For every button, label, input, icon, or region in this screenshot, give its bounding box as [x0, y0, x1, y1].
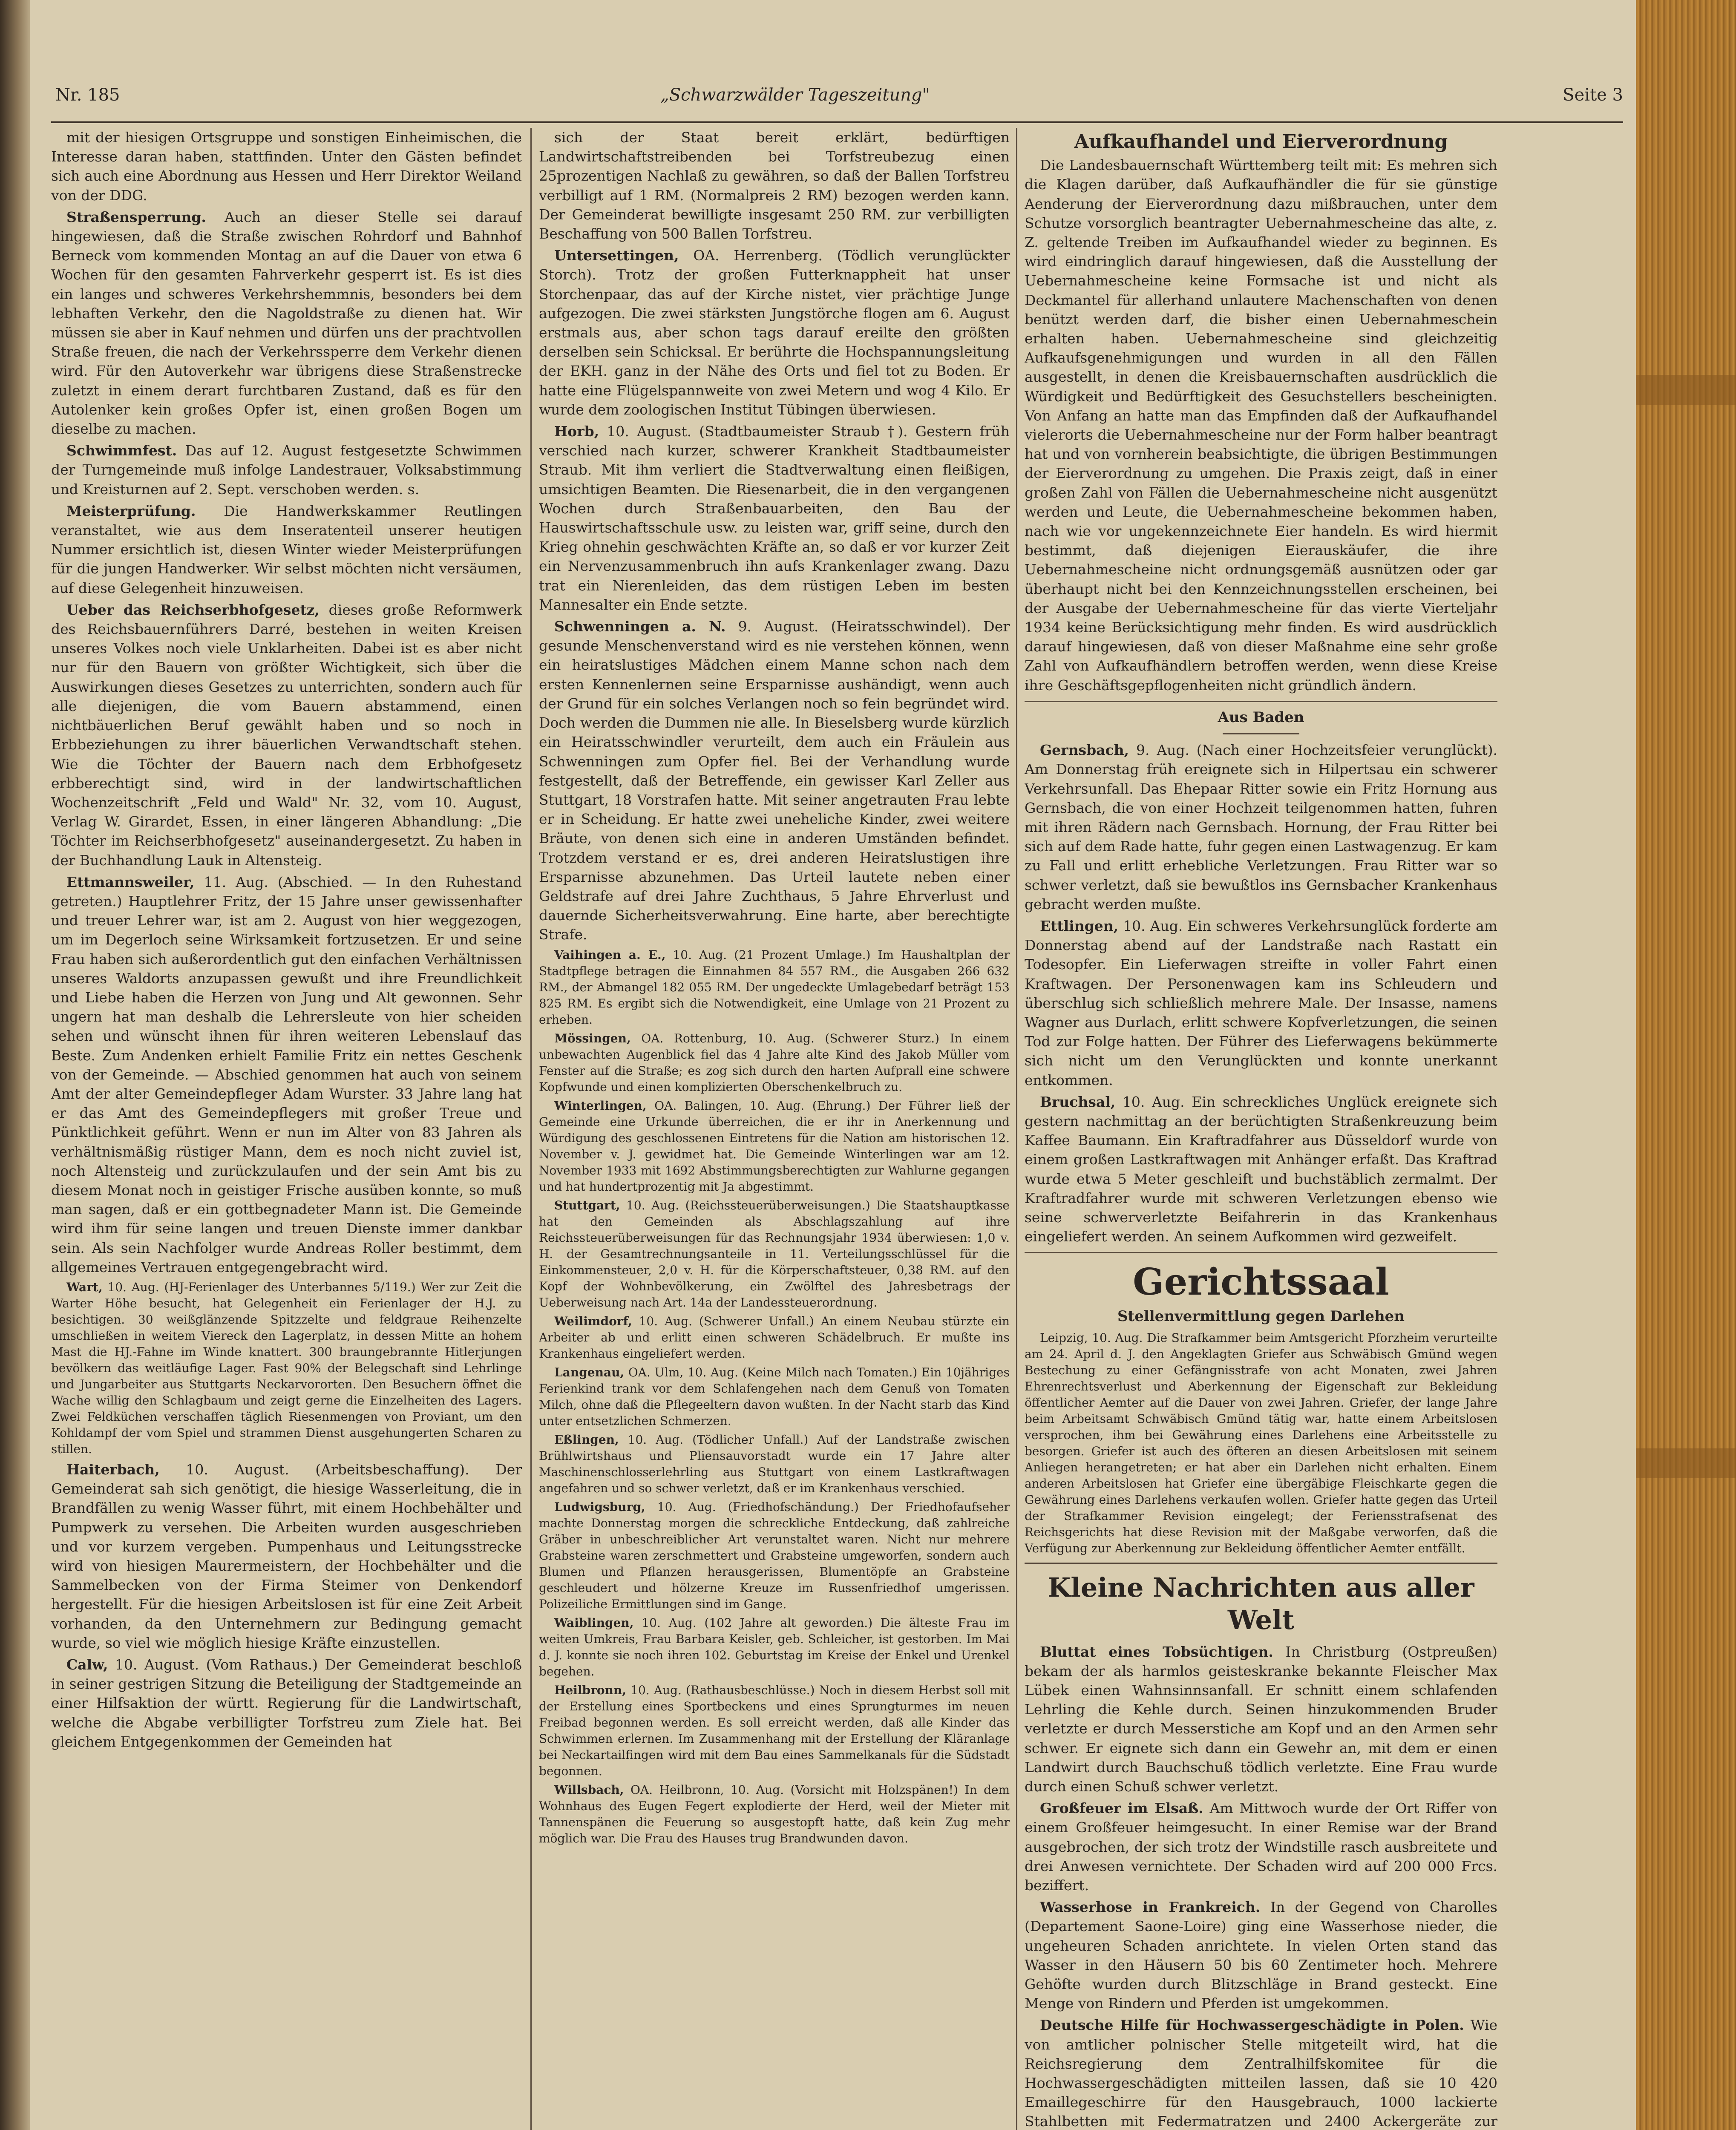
newspaper-title: „Schwarzwälder Tageszeitung" [660, 85, 930, 105]
short-divider [1223, 733, 1299, 734]
article-text: 9. August. (Heiratsschwindel). Der gesunde Menschenverstand wird es nie verstehen können, wenn ein heiratslustiges Mädchen einem Manne schon nach dem ersten Kennenlernen seine Ersparnisse aushändigt, wenn auch der Grund für ein solches Verlangen noch so fein begründet wird. Doch werden die Dummen nie alle. In Bieselsberg wurde kürzlich ein Heiratsschwindler verurteilt, dem auch ein Fräulein aus Schwenningen zum Opfer fiel. Bei der Verhandlung wurde festgestellt, daß der Betreffende, ein gewisser Karl Zeller aus Stuttgart, 18 Vorstrafen hatte. Mit seiner angetrauten Frau lebte er in Scheidung. Er hatte zwei uneheliche Kinder, zwei weitere Bräute, von denen sich eine in anderen Umständen befindet. Trotzdem verstand er es, drei anderen Heiratslustigen ihre Ersparnisse abzunehmen. Das Urteil lautete neben einer Geldstrafe auf drei Jahre Zuchthaus, 5 Jahre Ehrverlust und dauernde Sicherheitsverwahrung. Eine harte, aber berechtigte Strafe. [539, 618, 1010, 943]
column-divider [530, 128, 532, 2130]
article-text: 10. Aug. (HJ-Ferienlager des Unterbannes 5/119.) Wer zur Zeit die Warter Höhe besucht, hat Gelegenheit ein Ferienlager der H.J. zu besichtigen. 30 weißglänzende Spitzzelte und feldgraue Reihenzelte umschließen in weitem Viereck den Lagerplatz, in dessen Mitte an hohem Mast die HJ.-Fahne im Winde knattert. 300 braungebrannte Hitlerjungen bevölkern das weitläufige Lager. Fast 90% der Belegschaft sind Lehrlinge und Jungarbeiter aus Stuttgarts Neckarvororten. Den Besuchern öffnet die Wache willig den Schlagbaum und zeigt gerne die Einzelheiten des Lagers. Zwei Feldküchen verschaffen täglich Riesenmengen von Proviant, um den Kohldampf der vom Spiel und strammen Dienst ausgehungerten Scharen zu stillen. [51, 1280, 522, 1456]
article-dateline: Mössingen, [554, 1031, 631, 1045]
article-text: Das auf 12. August festgesetzte Schwimmen der Turngemeinde muß infolge Landestrauer, Volksabstimmung und Kreisturnen auf 2. Sept. verschoben werden. s. [51, 442, 522, 498]
article-dateline: Haiterbach, [66, 1461, 160, 1478]
article-paragraph [539, 128, 1010, 243]
article-text: 10. Aug. Ein schreckliches Unglück ereignete sich gestern nachmittag an der berüchtigten Straßenkreuzung beim Kaffee Baumann. Ein Kraftradfahrer aus Düsseldorf wurde von einem großen Lastkraftwagen mit Anhänger erfaßt. Das Kraftrad wurde etwa 5 Meter geschleift und buchstäblich zermalmt. Der Kraftradfahrer wurde mit schweren Verletzungen ebenso wie seine schwerverletzte Beifahrerin in das Krankenhaus eingeliefert werden. An seinem Aufkommen wird gezweifelt. [1025, 1093, 1497, 1245]
article-paragraph [539, 1682, 1010, 1779]
article-paragraph [1025, 1092, 1497, 1246]
article-dateline: Waiblingen, [554, 1615, 634, 1630]
headline-aus-baden: Aus Baden [1218, 708, 1304, 726]
article-gerichtssaal: Leipzig, 10. Aug. Die Strafkammer beim Amtsgericht Pforzheim verurteilte am 24. April d. J. den Angeklagten Griefer aus Schwäbisch Gmünd wegen Bestechung zu einer Gefängnisstrafe von acht Monaten, zwei Jahren Ehrenrechtsverlust und Aberkennung der Eigenschaft zur Bekleidung öffentlicher Aemter auf die Dauer von zwei Jahren. Griefer, der lange Jahre beim Arbeitsamt Schwäbisch Gmünd tätig war, hatte einem Arbeitslosen versprochen, ihm bei Gewährung eines Darlehens eine Arbeitsstelle zu besorgen. Griefer ist auch des öfteren an diesen Arbeitslosen mit seinem Anliegen herangetreten; er hat aber ein Darlehen nicht erhalten. Einem anderen Arbeitslosen hat Griefer eine übergäbige Fleischkarte gegen die Gewährung eines Darlehens verkaufen wollen. Griefer hatte gegen das Urteil der Strafkammer Revision eingelegt; der Feriensstrafsenat des Reichsgerichts hat diese Revision mit der Maßgabe verworfen, daß die Verfügung zur Aberkennung zur Bekleidung öffentlicher Aemter entfällt. [1025, 1330, 1497, 1555]
article-text: 10. Aug. (21 Prozent Umlage.) Im Haushaltplan der Stadtpflege betragen die Einnahmen 84 557 RM., die Ausgaben 266 632 RM., der Abmangel 182 055 RM. Der ungedeckte Umlagebedarf beträgt 153 825 RM. Es ergibt sich die Notwendigkeit, eine Umlage von 21 Prozent zu erheben. [539, 947, 1010, 1027]
article-dateline: Meisterprüfung. [66, 502, 196, 519]
article-paragraph [1025, 740, 1497, 914]
article-text: Am Mittwoch wurde der Ort Riffer von einem Großfeuer heimgesucht. In einer Remise war der Brand ausgebrochen, der sich trotz der Windstille rasch ausbreitete und drei Anwesen vernichtete. Der Schaden wird auf 200 000 Frcs. beziffert. [1025, 1800, 1497, 1894]
section-divider [1025, 701, 1497, 702]
article-dateline: Stuttgart, [554, 1198, 620, 1212]
headline-aufkaufhandel: Aufkaufhandel und Eierverordnung [1074, 131, 1448, 153]
article-paragraph [1025, 1799, 1497, 1895]
article-paragraph [539, 422, 1010, 614]
article-dateline: Horb, [554, 423, 599, 440]
article-text: 10. Aug. (102 Jahre alt geworden.) Die älteste Frau im weiten Umkreis, Frau Barbara Keisler, geb. Schleicher, ist gestorben. Im Mai d. J. konnte sie noch ihren 102. Geburtstag im Kreise der Enkel und Urenkel begehen. [539, 1615, 1010, 1678]
column-2 [539, 128, 1010, 2130]
article-text: 10. Aug. (Schwerer Unfall.) An einem Neubau stürzte ein Arbeiter ab und erlitt einen schweren Schädelbruch. Er mußte ins Krankenhaus eingeliefert werden. [539, 1314, 1010, 1361]
article-dateline: Schwenningen a. N. [554, 618, 726, 635]
article-paragraph [539, 617, 1010, 944]
article-text: sich der Staat bereit erklärt, bedürftigen Landwirtschaftstreibenden bei Torfstreubezug einen 25prozentigen Nachlaß zu gewähren, so daß der Ballen Torfstreu verbilligt auf 1 RM. (Normalpreis 2 RM) bezogen werden kann. Der Gemeinderat bewilligte insgesamt 250 RM. zur verbilligten Beschaffung von 500 Ballen Torfstreu. [539, 129, 1010, 242]
article-dateline: Ettmannsweiler, [66, 873, 195, 890]
article-dateline: Willsbach, [554, 1782, 624, 1797]
article-dateline: Ueber das Reichserbhofgesetz, [66, 601, 320, 618]
article-dateline: Weilimdorf, [554, 1314, 632, 1328]
article-dateline: Ettlingen, [1040, 917, 1119, 934]
article-dateline: Eßlingen, [554, 1432, 619, 1447]
subheadline-stellenvermittlung: Stellenvermittlung gegen Darlehen [1117, 1308, 1405, 1325]
headline-gerichtssaal: Gerichtssaal [1133, 1261, 1389, 1304]
article-paragraph [539, 1432, 1010, 1497]
article-paragraph [539, 246, 1010, 419]
article-paragraph [51, 1279, 522, 1457]
baden-news [1025, 740, 1497, 1246]
article-dateline: Ludwigsburg, [554, 1500, 645, 1514]
article-paragraph [51, 1460, 522, 1652]
article-text: 10. August. (Stadtbaumeister Straub †). Gestern früh verschied nach kurzer, schwerer Krankheit Stadtbaumeister Straub. Mit ihm verliert die Stadtverwaltung einen fleißigen, umsichtigen Beamten. Die Riesenarbeit, die in den vergangenen Wochen durch Straßenbauarbeiten, den Bau der Hauswirtschaftsschule usw. zu leisten war, griff seine, durch den Krieg ohnehin geschwächten Kräfte an, so daß er vor kurzer Zeit ein Nervenzusammenbruch ihn aufs Krankenlager zwang. Dazu trat ein Nierenleiden, das dem rüstigen Leben im besten Mannesalter ein Ende setzte. [539, 423, 1010, 613]
article-text: OA. Rottenburg, 10. Aug. (Schwerer Sturz.) In einem unbewachten Augenblick fiel das 4 Jahre alte Kind des Jakob Müller vom Fenster auf die Straße; es zog sich durch den harten Aufprall eine schwere Kopfwunde und einen komplizierten Oberschenkelbruch zu. [539, 1031, 1010, 1094]
article-dateline: Straßensperrung. [66, 208, 206, 225]
article-paragraph [539, 1098, 1010, 1195]
article-text: OA. Heilbronn, 10. Aug. (Vorsicht mit Holzspänen!) In dem Wohnhaus des Eugen Fegert explodierte der Herd, weil der Mieter mit Tannenspänen die Feuerung so ausgestopft hatte, daß kein Zug mehr möglich war. Die Frau des Hauses trug Brandwunden davon. [539, 1782, 1010, 1845]
book-spine [0, 0, 30, 2130]
article-text: mit der hiesigen Ortsgruppe und sonstigen Einheimischen, die Interesse daran haben, stattfinden. Unter den Gästen befindet sich auch eine Abordnung aus Hessen und Herr Direktor Weiland von der DDG. [51, 129, 522, 204]
article-paragraph [539, 1364, 1010, 1429]
column-divider [1016, 128, 1017, 2130]
article-paragraph [539, 947, 1010, 1028]
article-text: 10. Aug. (Tödlicher Unfall.) Auf der Landstraße zwischen Brühlwirtshaus und Pliensauvorstadt wurde ein 17 Jahre alter Maschinenschlosserlehrling aus Stuttgart von einem Lastkraftwagen angefahren und so schwer verletzt, daß er im Krankenhaus verschied. [539, 1432, 1010, 1495]
section-divider [1025, 1252, 1497, 1253]
article-paragraph [1025, 1642, 1497, 1796]
article-paragraph [51, 501, 522, 598]
article-aufkaufhandel: Die Landesbauernschaft Württemberg teilt mit: Es mehren sich die Klagen darüber, daß Aufkaufhändler die für sie günstige Aenderung der Eierverordnung dazu mißbrauchen, unter dem Schutze vorsorglich beantragter Uebernahmescheine das alte, z. Z. geltende Treiben im Aufkaufhandel wieder zu beginnen. Es wird eindringlich darauf hingewiesen, daß die Ausstellung der Uebernahmescheine keine Formsache ist und nicht als Deckmantel für allerhand unlautere Machenschaften von denen benützt werden darf, die bisher einen Uebernahmeschein erhalten haben. Uebernahmescheine sind gleichzeitig Aufkaufsgenehmigungen und wurden in all den Fällen ausgestellt, in denen die Kreisbauernschaften ausdrücklich die Würdigkeit und Bedürftigkeit des Gesuchstellers bescheinigten. Von Anfang an hatte man das Empfinden daß der Aufkaufhandel vielerorts die Uebernahmescheine nur der Form halber beantragt hat und von vornherein beabsichtigte, die übrigen Bestimmungen der Eierverordnung zu umgehen. Die Praxis zeigt, daß in einer großen Zahl von Fällen die Uebernahmescheine nicht ausgenützt werden und Leute, die Uebernahmescheine bekommen haben, nach wie vor ungekennzeichnete Eier handeln. Es wird hiermit bestimmt, daß diejenigen Eierauskäufer, die ihre Uebernahmescheine nicht ordnungsgemäß ausnützen oder gar überhaupt nicht bei den Kennzeichnungsstellen erscheinen, bei der Ausgabe der Uebernahmescheine für das vierte Vierteljahr 1934 keine Berücksichtigung mehr finden. Es wird ausdrücklich darauf hingewiesen, daß von dieser Maßnahme eine sehr große Zahl von Aufkaufhändlern betroffen werden, wenn diese Kreise ihre Geschäftsgepflogenheiten nicht gründlich ändern. [1025, 157, 1497, 694]
article-dateline: Wasserhose in Frankreich. [1040, 1899, 1261, 1916]
article-dateline: Calw, [66, 1656, 108, 1673]
article-text: 10. August. (Arbeitsbeschaffung). Der Gemeinderat sah sich genötigt, die hiesige Wasserleitung, die in Brandfällen zu wenig Wasser führt, mit einem Hochbehälter und Pumpwerk zu versehen. Die Arbeiten wurden ausgeschrieben und vor kurzem vergeben. Pumpenhaus und Leitungsstrecke wird von hiesigen Maurermeistern, der Hochbehälter und die Sammelbecken von der Firma Steimer von Denkendorf hergestellt. Für die hiesigen Arbeitslosen ist für eine Zeit Arbeit vorhanden, da den Unternehmern zur Bedingung gemacht wurde, so viel wie möglich hiesige Kräfte einzustellen. [51, 1461, 522, 1651]
article-text: In der Gegend von Charolles (Departement Saone-Loire) ging eine Wasserhose nieder, die ungeheuren Schaden anrichtete. In vielen Orten stand das Wasser in den Häusern 50 bis 60 Zentimeter hoch. Mehrere Gehöfte wurden durch Blitzschläge in Brand gesteckt. Eine Menge von Rindern und Pferden ist umgekommen. [1025, 1899, 1497, 2012]
article-dateline: Langenau, [554, 1365, 625, 1379]
article-paragraph [539, 1615, 1010, 1680]
article-paragraph [1025, 2015, 1497, 2130]
article-dateline: Großfeuer im Elsaß. [1040, 1800, 1203, 1817]
article-paragraph [51, 441, 522, 499]
article-paragraph [51, 128, 522, 205]
column-1 [51, 128, 522, 2130]
article-text: OA. Herrenberg. (Tödlich verunglückter Storch). Trotz der großen Futterknappheit hat unser Storchenpaar, das auf der Kirche nistet, vier prächtige Junge aufgezogen. Die zwei stärksten Jungstörche flogen am 6. August erstmals aus, aber schon tags darauf ereilte den größten derselben sein Schicksal. Er berührte die Hochspannungsleitung der EKH. ganz in der Nähe des Orts und fiel tot zu Boden. Er hatte eine Flügelspannweite von zwei Metern und wog 4 Kilo. Er wurde dem zoologischen Institut Tübingen überwiesen. [539, 247, 1010, 418]
column-3 [1025, 128, 1497, 2130]
header-rule [51, 121, 1623, 123]
article-dateline: Wart, [66, 1280, 103, 1294]
article-text: Auch an dieser Stelle sei darauf hingewiesen, daß die Straße zwischen Rohrdorf und Bahnhof Berneck vom kommenden Montag an auf die Dauer von etwa 6 Wochen für den gesamten Fahrverkehr gesperrt ist. Es ist dies ein langes und schweres Verkehrshemmnis, besonders bei dem lebhaften Verkehr, den die Nagoldstraße zu dienen hat. Wir müssen sie aber in Kauf nehmen und dürfen uns der prachtvollen Straße freuen, die nach der Verkehrssperre dem Verkehr dienen wird. Für den Autoverkehr war übrigens diese Straßenstrecke zuletzt in einem derart furchtbaren Zustand, daß es für den Autolenker kein großes Opfer ist, einen großen Bogen um dieselbe zu machen. [51, 208, 522, 438]
article-dateline: Untersettingen, [554, 247, 679, 264]
page-number: Seite 3 [1563, 85, 1623, 105]
article-text: Die Handwerkskammer Reutlingen veranstaltet, wie aus dem Inseratenteil unserer heutigen Nummer ersichtlich ist, diesen Winter wieder Meisterprüfungen für die jungen Handwerker. Wir selbst möchten nicht versäumen, auf diese Gelegenheit hinzuweisen. [51, 502, 522, 596]
article-paragraph [51, 1655, 522, 1751]
world-news [1025, 1642, 1497, 2130]
edge-band [1636, 1448, 1736, 1478]
article-text: In Christburg (Ostpreußen) bekam der als harmlos geisteskranke bekannte Fleischer Max Lübek einen Wahnsinnsanfall. Er schnitt einem schlafenden Lehrling die Kehle durch. Seinen hinzukommenden Bruder verletzte er durch Messerstiche am Kopf und an den Armen sehr schwer. Er eignete sich dann ein Gewehr an, mit dem er einen Landwirt durch Bauchschuß tödlich verletzte. Eine Frau wurde durch einen Schuß schwer verletzt. [1025, 1643, 1497, 1795]
article-text: Wie von amtlicher polnischer Stelle mitgeteilt wird, hat die Reichsregierung dem Zentralhilfskomitee für die Hochwassergeschädigten mitteilen lassen, daß sie 10 420 Emaillegeschirre für den Hausgebrauch, 1000 lackierte Stahlbetten mit Federmatratzen und 2400 Ackergeräte zur [1025, 2017, 1497, 2130]
article-text: OA. Balingen, 10. Aug. (Ehrung.) Der Führer ließ der Gemeinde eine Urkunde überreichen, die er ihr in Anerkennung und Würdigung des geschlossenen Eintretens für die Nation am historischen 12. November v. J. gewidmet hat. Die Gemeinde Winterlingen war am 12. November 1933 mit 1692 Abstimmungsberechtigten zur Wahlurne gegangen und hat hundertprozentig mit Ja abgestimmt. [539, 1098, 1010, 1194]
article-dateline: Gernsbach, [1040, 742, 1129, 759]
article-dateline: Heilbronn, [554, 1683, 627, 1697]
article-paragraph [51, 600, 522, 870]
article-paragraph [1025, 1897, 1497, 2013]
article-text: OA. Ulm, 10. Aug. (Keine Milch nach Tomaten.) Ein 10jähriges Ferienkind trank vor dem Schlafengehen nach dem Genuß von Tomaten Milch, ohne daß die Pflegeeltern davon wußten. In der Nacht starb das Kind unter entsetzlichen Schmerzen. [539, 1365, 1010, 1428]
article-text: 10. Aug. (Rathausbeschlüsse.) Noch in diesem Herbst soll mit der Erstellung eines Sportbeckens und eines Sprungturmes im neuen Freibad begonnen werden. Es soll erreicht werden, daß alle Kinder das Schwimmen erlernen. Im Zusammenhang mit der Erstellung der Kläranlage bei Neckartailfingen wird mit dem Bau eines Sammelkanals für die Südstadt begonnen. [539, 1683, 1010, 1778]
article-text: 11. Aug. (Abschied. — In den Ruhestand getreten.) Hauptlehrer Fritz, der 15 Jahre unser gewissenhafter und treuer Lehrer war, ist am 2. August von hier weggezogen, um im Degerloch seine Wirksamkeit fortzusetzen. Er und seine Frau haben sich außerordentlich gut den einfachen Verhältnissen unseres Waldorts anzupassen gewußt und ihre Freundlichkeit und Liebe haben die Herzen von Jung und Alt gewonnen. Sehr ungern hat man deshalb die Lehrersleute von hier scheiden sehen und wünscht ihnen für ihren weiteren Lebenslauf das Beste. Zum Andenken erhielt Familie Fritz ein nettes Geschenk von der Gemeinde. — Abschied genommen hat auch von seinem Amt der alter Gemeindepfleger Adam Wurster. 33 Jahre lang hat er das Amt des Gemeindepflegers mit großer Treue und Pünktlichkeit geführt. Wenn er nun im Alter von 83 Jahren als verhältnismäßig rüstiger Mann, dem es noch nicht zuviel ist, noch Altensteig und zurückzulaufen und der sein Amt bis zu diesem Monat noch in geistiger Frische ausüben konnte, so muß man sagen, daß er ein gottbegnadeter Mann ist. Die Gemeinde wird ihm für seine langen und treuen Dienste immer dankbar sein. Als sein Nachfolger wurde Andreas Roller bestimmt, dem allgemeines Vertrauen entgegengebracht wird. [51, 873, 522, 1275]
article-paragraph [539, 1313, 1010, 1362]
article-text: dieses große Reformwerk des Reichsbauernführers Darré, bestehen in weiten Kreisen unseres Volkes noch viele Unklarheiten. Dabei ist es aber nicht nur für den Bauern von größter Wichtigkeit, sich über die Auswirkungen dieses Gesetzes zu unterrichten, sondern auch für alle diejenigen, die vom Bauern abstammend, einen nichtbäuerlichen Beruf gewählt haben und so noch in Erbbeziehungen zu ihrer bäuerlichen Verwandtschaft stehen. Wie die Töchter der Bauern nach dem Erbhofgesetz erbberechtigt sind, wird in der landwirtschaftlichen Wochenzeitschrift „Feld und Wald" Nr. 32, vom 10. August, Verlag W. Girardet, Essen, in einer längeren Abhandlung: „Die Töchter im Reichserbhofgesetz" auseinandergesetzt. Zu haben in der Buchhandlung Lauk in Altensteig. [51, 601, 522, 869]
newspaper-page [30, 0, 1636, 2130]
headline-kleine-nachrichten: Kleine Nachrichten aus aller Welt [1048, 1572, 1474, 1635]
edge-band [1636, 375, 1736, 405]
article-dateline: Winterlingen, [554, 1098, 647, 1113]
article-text: 10. August. (Vom Rathaus.) Der Gemeinderat beschloß in seiner gestrigen Sitzung die Beteiligung der Stadtgemeinde an einer Hilfsaktion der württ. Regierung für die Landwirtschaft, welche die Abgabe verbilligter Torfstreu zum Ziele hat. Bei gleichem Entgegenkommen der Gemeinden hat [51, 1656, 522, 1750]
article-paragraph [539, 1197, 1010, 1311]
article-dateline: Deutsche Hilfe für Hochwassergeschädigte in Polen. [1040, 2017, 1464, 2034]
article-text: 9. Aug. (Nach einer Hochzeitsfeier verunglückt). Am Donnerstag früh ereignete sich in Hilpertsau ein schwerer Verkehrsunfall. Das Ehepaar Ritter sowie ein Fritz Hornung aus Gernsbach, die von einer Hochzeit teilgenommen hatten, fuhren mit ihren Rädern nach Gernsbach. Hornung, der Frau Ritter bei sich auf dem Rade hatte, fuhr gegen einen Lastwagenzug. Er kam zu Fall und erlitt erhebliche Verletzungen. Frau Ritter war so schwer verletzt, daß sie bewußtlos ins Gernsbacher Krankenhaus gebracht werden mußte. [1025, 742, 1497, 912]
article-paragraph [1025, 916, 1497, 1090]
page-header [55, 85, 1623, 115]
article-text: 10. Aug. (Reichssteuerüberweisungen.) Die Staatshauptkasse hat den Gemeinden als Abschlagszahlung auf ihre Reichssteuerüberweisungen für das Rechnungsjahr 1934 überwiesen: 1,0 v. H. der Gesamtrechnungsanteile in 11. Verteilungsschlüssel für die Einkommensteuer, 2,0 v. H. für die Körperschaftsteuer, 0,38 RM. auf den Kopf der Wohnbevölkerung, ein Zwölftel des Jahresbetrags der Ueberweisung nach Art. 14a der Landessteuerordnung. [539, 1198, 1010, 1310]
section-divider [1025, 1563, 1497, 1564]
article-paragraph [51, 872, 522, 1277]
article-paragraph [539, 1499, 1010, 1612]
article-dateline: Schwimmfest. [66, 442, 177, 459]
issue-number: Nr. 185 [55, 85, 120, 105]
page-stack-edge [1636, 0, 1736, 2130]
article-dateline: Bruchsal, [1040, 1093, 1116, 1110]
article-paragraph [51, 207, 522, 438]
article-dateline: Vaihingen a. E., [554, 947, 666, 962]
article-paragraph [539, 1782, 1010, 1847]
article-paragraph [539, 1030, 1010, 1095]
article-dateline: Bluttat eines Tobsüchtigen. [1040, 1643, 1273, 1660]
article-text: 10. Aug. (Friedhofschändung.) Der Friedhofaufseher machte Donnerstag morgen die schreckliche Entdeckung, daß zahlreiche Gräber in unbeschreiblicher Art verunstaltet waren. Nicht nur mehrere Grabsteine waren zerschmettert und Grabsteine umgeworfen, sondern auch Blumen und Pflanzen herausgerissen, Blumentöpfe an Grabsteine geschleudert und hölzerne Kreuze im Russenfriedhof umgerissen. Polizeiliche Ermittlungen sind im Gange. [539, 1500, 1010, 1611]
article-text: 10. Aug. Ein schweres Verkehrsunglück forderte am Donnerstag abend auf der Landstraße nach Rastatt ein Todesopfer. Ein Lieferwagen streifte in voller Fahrt einen Kraftwagen. Der Personenwagen kam ins Schleudern und überschlug sich schließlich mehrere Male. Der Insasse, namens Wagner aus Durlach, erlitt schwere Kopfverletzungen, die seinen Tod zur Folge hatten. Der Führer des Lieferwagens bekümmerte sich nicht um den Verunglückten und konnte unerkannt entkommen. [1025, 917, 1497, 1088]
